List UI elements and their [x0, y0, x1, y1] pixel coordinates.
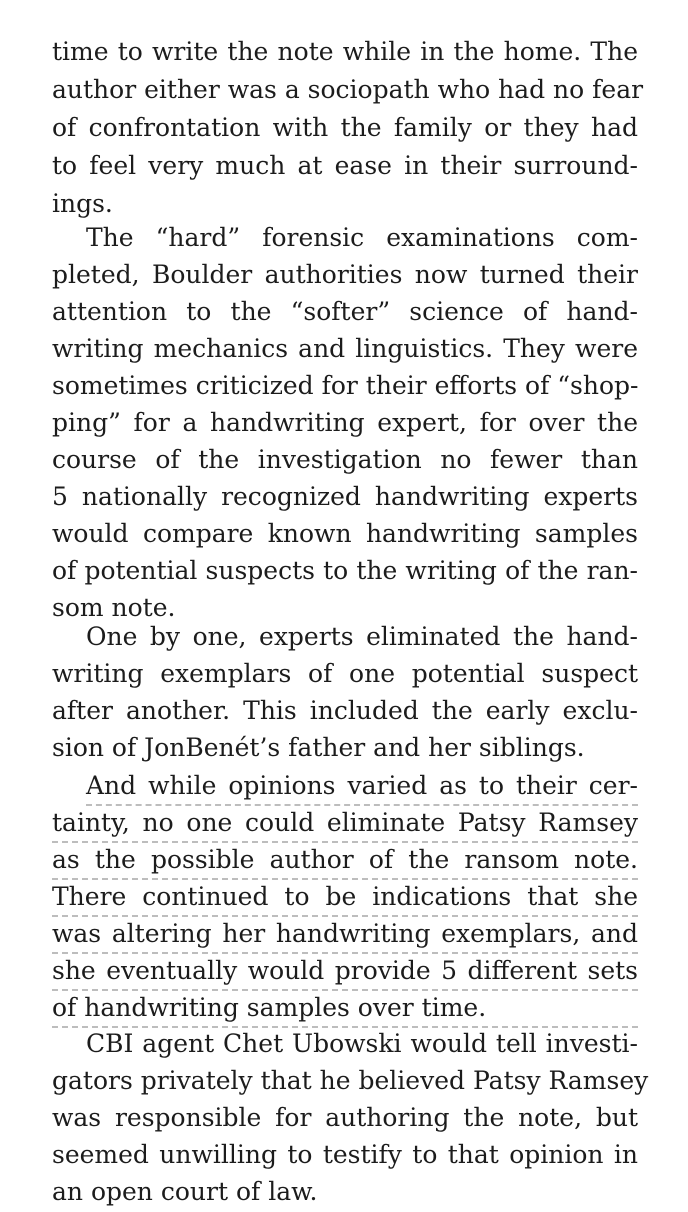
text-line: author either was a sociopath who had no fear — [52, 75, 644, 104]
text-line: writing exemplars of one potential suspect — [52, 659, 638, 688]
text-line: would compare known handwriting samples — [52, 519, 638, 548]
text-line: to feel very much at ease in their surround- — [52, 151, 638, 180]
text-line: 5 nationally recognized handwriting experts — [52, 482, 638, 511]
highlighted-line[interactable]: she eventually would provide 5 different sets — [52, 951, 638, 991]
highlighted-line[interactable]: was altering her handwriting exemplars, and — [52, 914, 638, 954]
text-line: The “hard” forensic examinations com- — [86, 223, 638, 252]
text-line: ings. — [52, 189, 113, 218]
text-line: ping” for a handwriting expert, for over the — [52, 408, 638, 437]
highlighted-line[interactable]: as the possible author of the ransom note. — [52, 840, 638, 880]
text-line: of potential suspects to the writing of the ran- — [52, 556, 638, 585]
text-line: after another. This included the early exclu- — [52, 696, 638, 725]
text-line: seemed unwilling to testify to that opinion in — [52, 1140, 638, 1169]
text-line: attention to the “softer” science of hand- — [52, 297, 638, 326]
text-line: time to write the note while in the home. The — [52, 37, 638, 66]
text-line: an open court of law. — [52, 1177, 318, 1206]
text-line: was responsible for authoring the note, but — [52, 1103, 638, 1132]
highlighted-line[interactable]: There continued to be indications that she — [52, 877, 638, 917]
text-line: course of the investigation no fewer than — [52, 445, 638, 474]
text-line: sometimes criticized for their efforts of “shop- — [52, 371, 639, 400]
text-line: writing mechanics and linguistics. They were — [52, 334, 638, 363]
highlighted-line[interactable]: And while opinions varied as to their cer- — [86, 766, 638, 806]
text-line: gators privately that he believed Patsy Ramsey — [52, 1066, 649, 1095]
text-line: CBI agent Chet Ubowski would tell investi- — [86, 1029, 638, 1058]
highlighted-line[interactable]: tainty, no one could eliminate Patsy Ramsey — [52, 803, 638, 843]
text-line: sion of JonBenét’s father and her siblings. — [52, 733, 585, 762]
text-line: One by one, experts eliminated the hand- — [86, 622, 638, 651]
text-line: pleted, Boulder authorities now turned their — [52, 260, 638, 289]
text-line: som note. — [52, 593, 176, 622]
highlighted-line[interactable]: of handwriting samples over time. — [52, 988, 638, 1028]
text-line: of confrontation with the family or they had — [52, 113, 638, 142]
